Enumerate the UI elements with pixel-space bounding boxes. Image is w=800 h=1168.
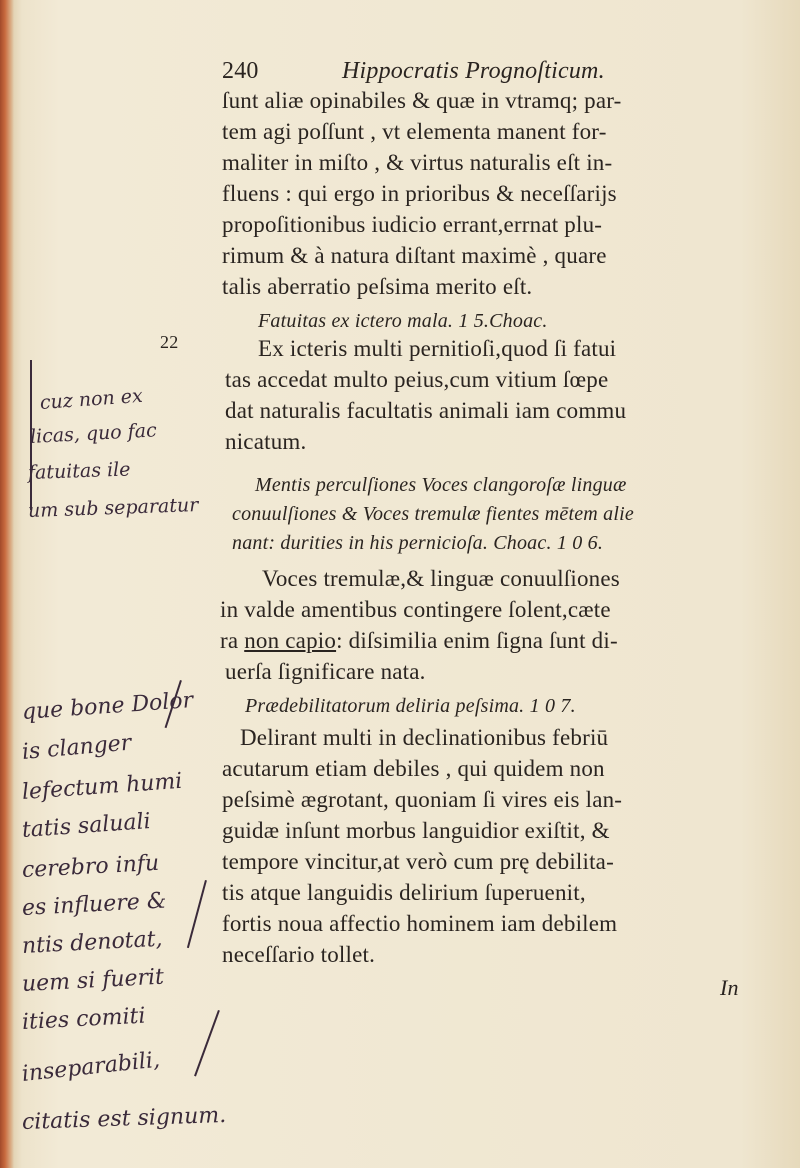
handwritten-note: licas, quo fac — [29, 419, 158, 448]
body-line: ſunt aliæ opinabiles & quæ in vtramq; par- — [222, 88, 622, 113]
handwritten-note: fatuitas ile — [27, 458, 131, 484]
handwritten-note: cerebro infu — [21, 850, 160, 883]
body-line: guidæ inſunt morbus languidior exiſtit, & — [222, 818, 610, 843]
handwritten-note: is clanger — [20, 730, 133, 765]
body-line: propoſitionibus iudicio errant,errnat plu- — [222, 212, 603, 237]
handwritten-note: lefectum humi — [21, 768, 184, 805]
body-line: tas accedat multo peius,cum vitium ſœpe — [225, 367, 609, 392]
body-line: tempore vincitur,at verò cum prę debilita- — [222, 849, 614, 874]
handwritten-note: que bone Dolor — [21, 688, 194, 725]
body-line — [220, 628, 618, 654]
handwritten-note: es influere & — [21, 888, 167, 921]
body-line: fortis noua affectio hominem iam debilem — [222, 911, 618, 936]
section-heading: nant: durities in his pernicioſa. Choac. 1 0 6. — [232, 532, 604, 554]
section-heading: Fatuitas ex ictero mala. 1 5.Choac. — [258, 310, 548, 332]
binding-edge — [0, 0, 14, 1168]
handwritten-note: citatis est signum. — [21, 1102, 227, 1135]
body-line: rimum & à natura diſtant maximè , quare — [222, 243, 607, 268]
section-heading: Prædebilitatorum deliria peſsima. 1 0 7. — [245, 695, 576, 717]
ink-stroke — [194, 1010, 220, 1076]
body-line: nicatum. — [225, 429, 307, 454]
handwritten-note: ities comiti — [21, 1003, 147, 1035]
body-line: Ex icteris multi pernitioſi,quod ſi fatui — [258, 336, 617, 361]
handwritten-note: um sub separatur — [27, 494, 199, 522]
body-line: fluens : qui ergo in prioribus & neceſſarijs — [222, 181, 617, 206]
handwritten-note: cuz non ex — [39, 384, 144, 414]
body-line: acutarum etiam debiles , qui quidem non — [222, 756, 605, 781]
body-line: neceſſario tollet. — [222, 942, 376, 967]
body-line: tis atque languidis delirium ſuperuenit, — [222, 880, 586, 905]
margin-number: 22 — [160, 332, 179, 352]
section-heading: Mentis perculſiones Voces clangoroſæ linguæ — [255, 474, 627, 496]
body-line: in valde amentibus contingere ſolent,cæte — [220, 597, 611, 622]
body-line: maliter in miſto , & virtus naturalis eſt in- — [222, 150, 613, 175]
text-fragment: ra — [220, 628, 245, 653]
underlined-phrase: non capio — [244, 628, 337, 653]
handwritten-note: uem si fuerit — [21, 964, 165, 997]
body-line: uerſa ſignificare nata. — [225, 659, 426, 684]
body-line: talis aberratio peſsima merito eſt. — [222, 274, 533, 299]
ink-stroke — [187, 880, 207, 948]
text-fragment: : diſsimilia enim ſigna ſunt di- — [336, 628, 618, 653]
body-line: Voces tremulæ,& linguæ conuulſiones — [262, 566, 620, 591]
body-line: tem agi poſſunt , vt elementa manent for- — [222, 119, 607, 144]
section-heading: conuulſiones & Voces tremulæ fientes mētem alie — [232, 503, 634, 525]
ink-bracket — [30, 360, 32, 510]
page-number: 240 — [222, 58, 259, 84]
handwritten-note: ntis denotat, — [21, 926, 164, 959]
handwritten-note: inseparabili, — [20, 1047, 162, 1087]
body-line: peſsimè ægrotant, quoniam ſi vires eis lan- — [222, 787, 623, 812]
body-line: dat naturalis facultatis animali iam commu — [225, 398, 627, 423]
catchword: In — [720, 975, 739, 1000]
running-title: Hippocratis Prognoſticum. — [342, 58, 605, 84]
body-line: Delirant multi in declinationibus febriū — [240, 725, 609, 750]
handwritten-note: tatis saluali — [21, 809, 152, 843]
